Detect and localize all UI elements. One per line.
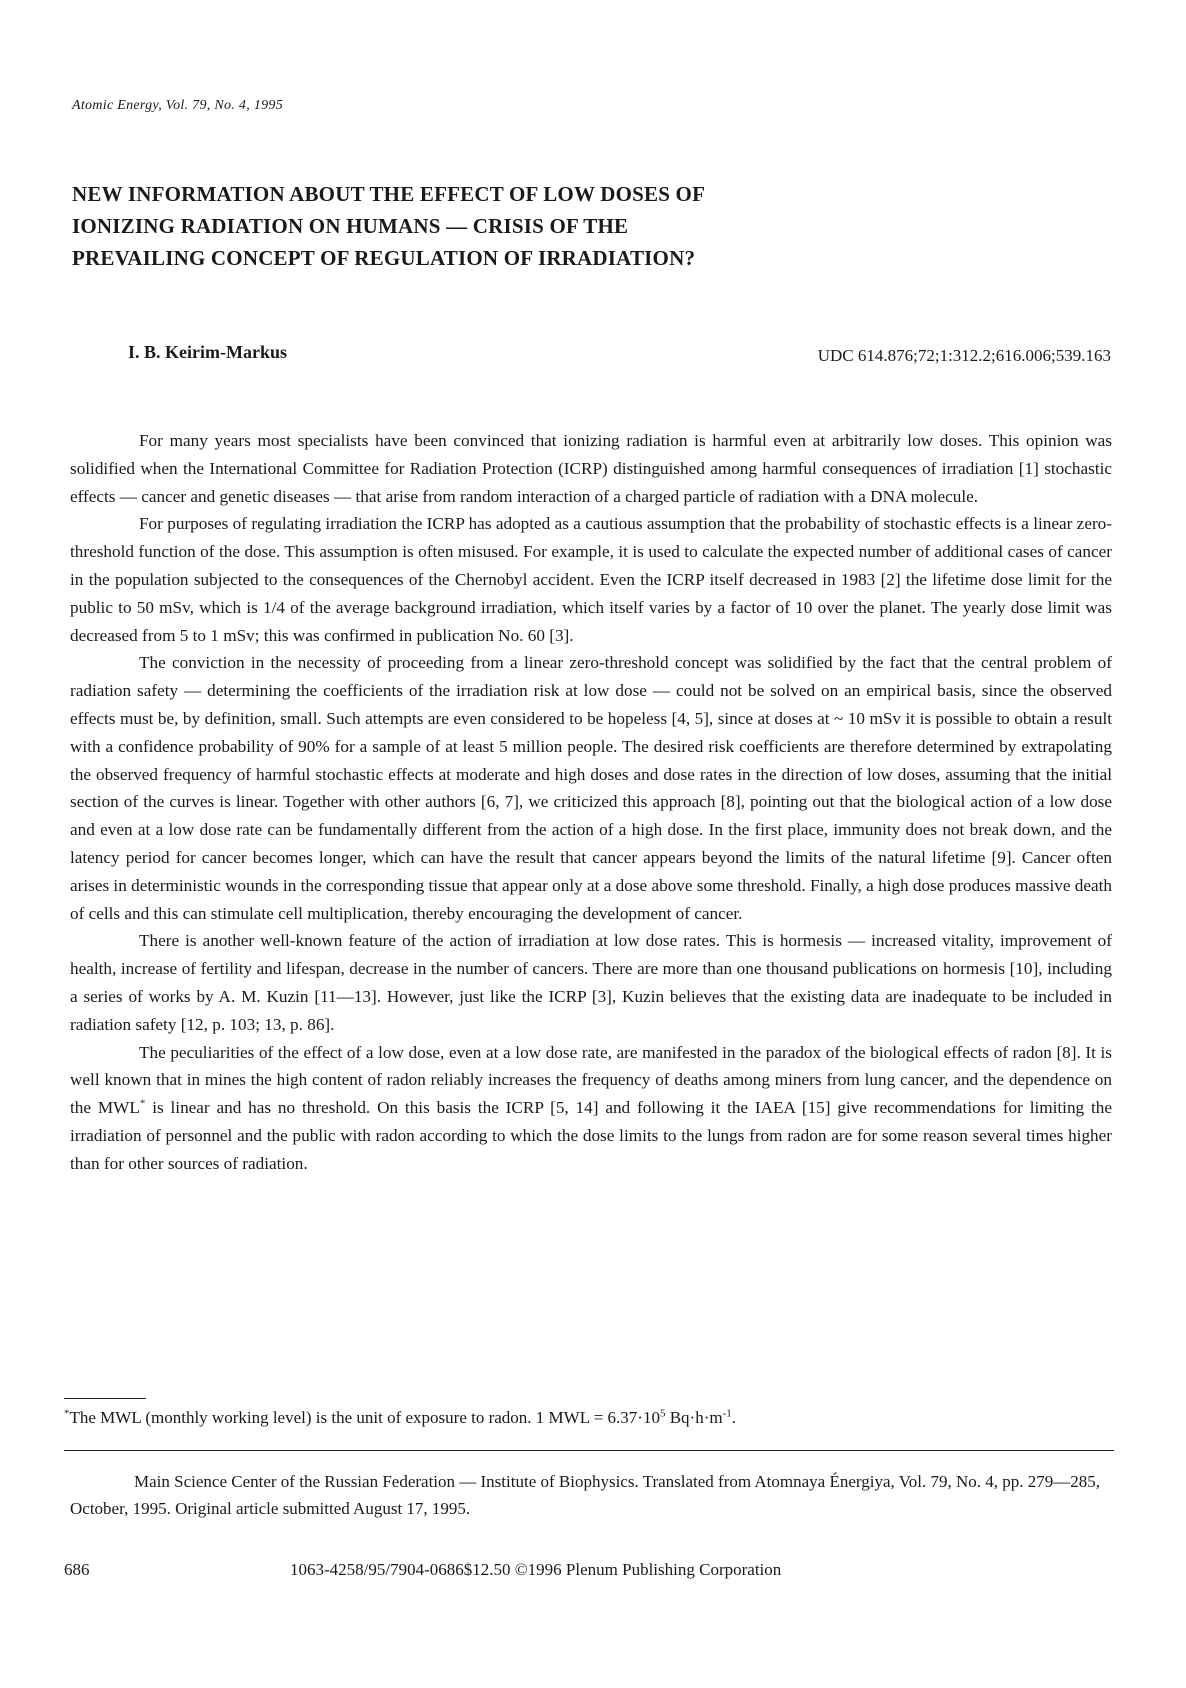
paragraph: The conviction in the necessity of proceeding from a linear zero-threshold concept was solidified by the fact that the central problem of radiation safety — determining the coefficients of the irradiation risk at low dose — could not be solved on an empirical basis, since the observed effects must be, by definition, small. Such attempts are even considered to be hopeless [4, 5], since at doses at ~ 10 mSv it is possible to obtain a result with a confidence probability of 90% for a sample of at least 5 million people. The desired risk coefficients are therefore determined by extrapolating the observed frequency of harmful stochastic effects at moderate and high doses and dose rates in the direction of low doses, assuming that the initial section of the curves is linear. Together with other authors [6, 7], we criticized this approach [8], pointing out that the biological action of a low dose and even at a low dose rate can be fundamentally different from the action of a high dose. In the first place, immunity does not break down, and the latency period for cancer becomes longer, which can have the result that cancer appears beyond the limits of the natural lifetime [9]. Cancer often arises in deterministic wounds in the corresponding tissue that appear only at a dose above some threshold. Finally, a high dose produces massive death of cells and this can stimulate cell multiplication, thereby encouraging the development of cancer. — [70, 653, 1112, 923]
author-name: I. B. Keirim-Markus — [128, 342, 287, 362]
footnote-end: . — [731, 1408, 737, 1427]
paragraph — [70, 1039, 1112, 1178]
footnote-exponent: 5 — [659, 1407, 666, 1420]
udc-code: UDC 614.876;72;1:312.2;616.006;539.163 — [817, 346, 1111, 365]
copyright-line: 1063-4258/95/7904-0686$12.50 ©1996 Plenum Publishing Corporation — [290, 1560, 782, 1579]
paragraph: For many years most specialists have been convinced that ionizing radiation is harmful even at arbitrarily low doses. This opinion was solidified when the International Committee for Radiation Protection (ICRP) distinguished among harmful consequences of irradiation [1] stochastic effects — cancer and genetic diseases — that arise from random interaction of a charged particle of radiation with a DNA molecule. — [70, 431, 1112, 506]
footnote-exponent: -1 — [722, 1407, 732, 1420]
footnote-unit: Bq·h·m — [665, 1408, 723, 1427]
footnote-text: The MWL (monthly working level) is the unit of exposure to radon. 1 MWL = 6.37·10 — [69, 1408, 660, 1427]
paragraph: There is another well-known feature of the action of irradiation at low dose rates. This is hormesis — increased vitality, improvement of health, increase of fertility and lifespan, decrease in the number of cancers. There are more than one thousand publications on hormesis [10], including a series of works by A. M. Kuzin [11—13]. However, just like the ICRP [3], Kuzin believes that the existing data are inadequate to be included in radiation safety [12, p. 103; 13, p. 86]. — [70, 931, 1112, 1034]
affiliation-divider — [64, 1450, 1114, 1451]
footnote — [64, 1408, 736, 1428]
paragraph-text: The peculiarities of the effect of a low dose, even at a low dose rate, are manifested in the paradox of the biological effects of radon [8]. It is well known that in mines the high content of radon reliably increases the frequency of deaths among miners from lung cancer, and the dependence on the MWL — [70, 1042, 1112, 1118]
article-body — [70, 427, 1112, 1178]
page-number: 686 — [64, 1560, 90, 1579]
footnote-marker: * — [139, 1097, 146, 1110]
footnote-divider — [64, 1398, 146, 1399]
journal-citation: Atomic Energy, Vol. 79, No. 4, 1995 — [72, 98, 284, 113]
title-line: PREVAILING CONCEPT OF REGULATION OF IRRADIATION? — [72, 246, 696, 270]
paragraph-text: is linear and has no threshold. On this basis the ICRP [5, 14] and following it the IAEA [15] give recommendations for limiting the irradiation of personnel and the public with radon according to which the dose limits to the lungs from radon are for some reason several times higher than for other sources of radiation. — [70, 1098, 1112, 1173]
paragraph: For purposes of regulating irradiation the ICRP has adopted as a cautious assumption that the probability of stochastic effects is a linear zero-threshold function of the dose. This assumption is often misused. For example, it is used to calculate the expected number of additional cases of cancer in the population subjected to the consequences of the Chernobyl accident. Even the ICRP itself decreased in 1983 [2] the lifetime dose limit for the public to 50 mSv, which is 1/4 of the average background irradiation, which itself varies by a factor of 10 over the planet. The yearly dose limit was decreased from 5 to 1 mSv; this was confirmed in publication No. 60 [3]. — [70, 514, 1112, 645]
title-line: IONIZING RADIATION ON HUMANS — CRISIS OF THE — [72, 214, 629, 238]
footnote-mark: * — [64, 1407, 70, 1420]
title-line: NEW INFORMATION ABOUT THE EFFECT OF LOW DOSES OF — [72, 182, 706, 206]
article-title — [72, 178, 832, 274]
affiliation-note: Main Science Center of the Russian Federation — Institute of Biophysics. Translated from Atomnaya Énergiya, Vol. 79, No. 4, pp. 279—285, October, 1995. Original article submitted August 17, 1995. — [70, 1472, 1101, 1518]
